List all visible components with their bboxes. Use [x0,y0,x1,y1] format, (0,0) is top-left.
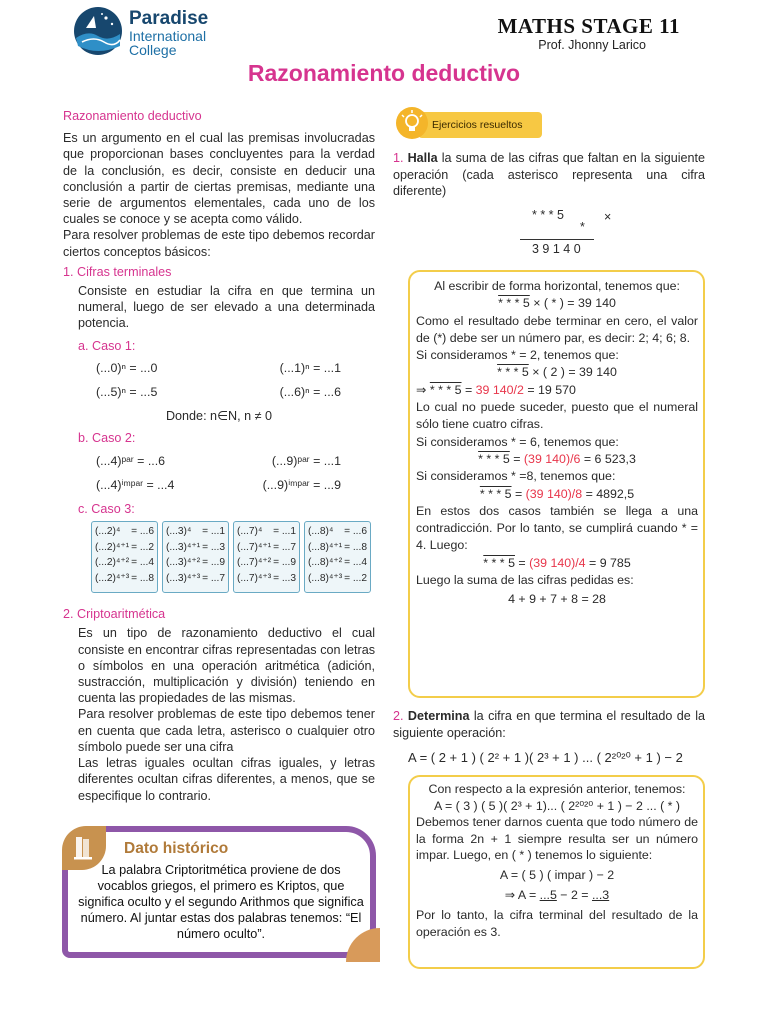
problem-1-number: 1. [393,151,404,165]
power: (...3)⁴ [166,526,192,538]
equation-part: = [509,451,524,466]
page-title: Razonamiento deductivo [247,60,521,86]
problem-2 [393,708,705,741]
case-1-formula: (...1)ⁿ = ...1 [279,360,341,375]
multiplicand: * * * 5 [532,208,564,222]
power: (...3)⁴⁺¹ [166,541,201,553]
solution-line: A = ( 3 ) ( 5 )( 2³ + 1)... ( 2²⁰²⁰ + 1 ) − 2 ... ( * ) [433,798,681,813]
overlined-numeral: * * * 5 [483,555,515,570]
fraction-highlight: (39 140)/4 [529,555,586,570]
case-2-title: b. Caso 2: [78,431,136,446]
case-1-formula: (...6)ⁿ = ...6 [279,385,341,400]
case-2-formula: (...4)ᵖᵃʳ = ...6 [96,453,166,468]
logo-subtitle-2: College [129,42,177,58]
case-1-note: Donde: n∈N, n ≠ 0 [165,409,273,424]
overlined-numeral: * * * 5 [429,382,462,397]
section-2-title: 2. Criptoaritmética [63,607,166,622]
solution-line: Si consideramos * = 2, tenemos que: [416,348,619,363]
section-heading: Razonamiento deductivo [63,109,202,123]
solution-line: Lo cual no puede suceder, puesto que el numeral sólo tiene cuatro cifras. [416,400,698,432]
result: = ...3 [273,572,296,584]
case-1-formula: (...0)ⁿ = ...0 [96,360,158,375]
power: (...7)⁴ [237,526,263,538]
ejercicios-badge [396,107,546,143]
problem-2-verb: Determina [407,709,470,723]
problem-2-text: la cifra en que termina el resultado de la siguiente operación: [393,709,705,740]
overlined-numeral: * * * 5 [478,451,510,466]
section-2-text-2: Para resolver problemas de este tipo debemos tener en cuenta que cada letra, asterisco o cualquier otro símbolo puede ser una cifra [78,707,375,754]
result: = ...4 [344,557,367,569]
result: = ...8 [131,572,154,584]
solution-2-content [416,781,698,940]
overlined-numeral: * * * 5 [479,486,512,501]
case-3-box [304,521,371,593]
equation-part: = 4892,5 [582,486,635,501]
result: = ...8 [344,541,367,553]
result: = ...1 [202,526,225,538]
final-sum: 4 + 9 + 7 + 8 = 28 [508,592,606,607]
multiplication-operation [520,208,620,258]
case-2-row [63,453,375,469]
equation-part: = 19 570 [523,382,576,397]
power: (...8)⁴⁺¹ [308,541,343,553]
professor-name: Prof. Jhonny Larico [538,38,646,52]
power: (...8)⁴⁺³ [308,572,343,584]
equation-part: = 6 523,3 [580,451,636,466]
solution-line [416,295,698,312]
result: = ...6 [344,526,367,538]
logo-name: Paradise [129,8,209,29]
case-1-row [63,360,375,376]
power: (...2)⁴⁺¹ [95,541,130,553]
equation-part: = [514,555,530,570]
equation-part: ⇒ A = [504,887,540,902]
solution-line [416,555,698,572]
result: = ...1 [273,526,296,538]
equation-part: × ( * ) = 39 140 [529,296,616,311]
operation-line [520,239,594,240]
solution-conclusion: Por lo tanto, la cifra terminal del resultado de la operación es 3. [416,908,698,939]
problem-2-equation: A = ( 2 + 1 ) ( 2² + 1 )( 2³ + 1 ) ... ( 2²⁰²⁰ + 1 ) − 2 [408,750,683,765]
case-3-box [91,521,158,593]
logo-emblem-icon [72,6,124,56]
section-2-text: Es un tipo de razonamiento deductivo el cual consiste en encontrar cifras representadas con letras o símbolos en una operación aritmética (adición, sustracción, multiplicación y división) teniendo en cuenta las propiedades de las mismas. [78,626,375,706]
terminal-digit: ...3 [591,887,610,902]
problem-1-text: la suma de las cifras que faltan en la siguiente operación (cada asterisco representa una cifra diferente) [393,151,706,198]
case-3-title: c. Caso 3: [78,502,135,517]
intro-paragraph: Es un argumento en el cual las premisas involucradas que proporcionan bases concluyentes para la verdad de la conclusión, es decir, consiste en deducir una conclusión a partir de ciertas premisas, mediante una serie de argumentos elementales, cada uno de los cuales se conoce y se acepta como válido. [63,131,375,227]
ejercicios-label: Ejercicios resueltos [418,112,542,138]
case-3-table [91,521,375,593]
dato-title: Dato histórico [124,840,229,857]
left-column [63,108,375,804]
power: (...3)⁴⁺³ [166,572,201,584]
stage-title: MATHS STAGE 11 [497,14,680,38]
case-2-formula: (...9)ᵖᵃʳ = ...1 [271,453,341,468]
result: = ...9 [273,557,296,569]
case-1-formula: (...5)ⁿ = ...5 [96,385,158,400]
power: (...2)⁴⁺² [95,557,130,569]
overlined-numeral: * * * 5 [498,296,530,311]
result: = ...4 [131,557,154,569]
result: = ...6 [131,526,154,538]
overlined-numeral: * * * 5 [497,365,529,380]
problem-1 [393,150,705,200]
equation-part: = [461,382,476,397]
power: (...8)⁴ [308,526,334,538]
product: 3 9 1 4 0 [532,242,581,256]
case-3-box [162,521,229,593]
dato-text: La palabra Criptoritmética proviene de dos vocablos griegos, el primero es Kriptos, que significa oculto y el segundo Arithmos que significa número. Al juntar estas dos palabras tenemos: “El número oculto”. [78,863,364,941]
solution-line: Al escribir de forma horizontal, tenemos que: [434,279,680,293]
intro-paragraph-2: Para resolver problemas de este tipo debemos recordar ciertos conceptos básicos: [63,228,375,259]
solution-line [416,382,698,399]
case-1-title: a. Caso 1: [78,338,136,353]
result: = ...2 [344,572,367,584]
solution-line: Con respecto a la expresión anterior, tenemos: [428,782,686,796]
solution-line: Debemos tener darnos cuenta que todo número de la forma 2n + 1 siempre resulta ser un número impar. Luego, en ( * ) tenemos lo siguiente: [416,815,698,863]
solution-line: Si consideramos * = 6, tenemos que: [416,434,619,449]
equation-part: = 9 785 [585,555,631,570]
problem-2-number: 2. [393,709,404,723]
case-2-row [63,477,375,493]
multiplier: * [580,220,585,234]
section-1-text: Consiste en estudiar la cifra en que termina un numeral, luego de ser elevado a una determinada potencia. [78,284,375,331]
equation-part: × ( 2 ) = 39 140 [528,365,617,380]
case-3-box [233,521,300,593]
solution-line: Si consideramos * =8, tenemos que: [416,469,616,484]
result: = ...9 [202,557,225,569]
case-2-formula: (...4)ⁱᵐᵖᵃʳ = ...4 [96,477,175,492]
problem-1-verb: Halla [407,151,438,165]
fraction-highlight: 39 140/2 [475,382,524,397]
result: = ...2 [131,541,154,553]
section-2-text-3: Las letras iguales ocultan cifras iguales, y letras diferentes ocultan cifras diferentes, a menos, que se especifique lo contrario. [78,756,375,803]
section-1-title: 1. Cifras terminales [63,264,172,279]
result: = ...3 [202,541,225,553]
power: (...3)⁴⁺² [166,557,201,569]
logo-subtitle-1: International [129,28,207,44]
solution-line [416,451,698,468]
power: (...2)⁴⁺³ [95,572,130,584]
college-logo [72,6,242,56]
power: (...8)⁴⁺² [308,557,343,569]
result: = ...7 [202,572,225,584]
solution-line [416,887,698,904]
solution-line: A = ( 5 ) ( impar ) − 2 [499,867,615,882]
case-2-formula: (...9)ⁱᵐᵖᵃʳ = ...9 [262,477,341,492]
fraction-highlight: (39 140)/6 [523,451,581,466]
fraction-highlight: (39 140)/8 [525,486,583,501]
power: (...7)⁴⁺² [237,557,272,569]
solution-line [416,486,698,503]
solution-line [416,364,698,381]
power: (...7)⁴⁺³ [237,572,272,584]
solution-line: En estos dos casos también se llega a una contradicción. Por lo tanto, se cumplirá cuando * = 4. Luego: [416,503,698,553]
equation-part: = [511,486,526,501]
power: (...7)⁴⁺¹ [237,541,272,553]
case-1-row [63,384,375,400]
implies-sign: ⇒ [416,382,430,397]
solution-line: Como el resultado debe terminar en cero, el valor de (*) debe ser un número par, es decir: 2; 4; 6; 8. [416,313,698,345]
lightbulb-icon [396,107,428,139]
power: (...2)⁴ [95,526,121,538]
result: = ...7 [273,541,296,553]
solution-1-content [416,278,698,609]
times-sign: × [604,210,612,224]
solution-line: Luego la suma de las cifras pedidas es: [416,573,634,588]
equation-part: − 2 = [556,887,592,902]
terminal-digit: ...5 [539,887,557,902]
